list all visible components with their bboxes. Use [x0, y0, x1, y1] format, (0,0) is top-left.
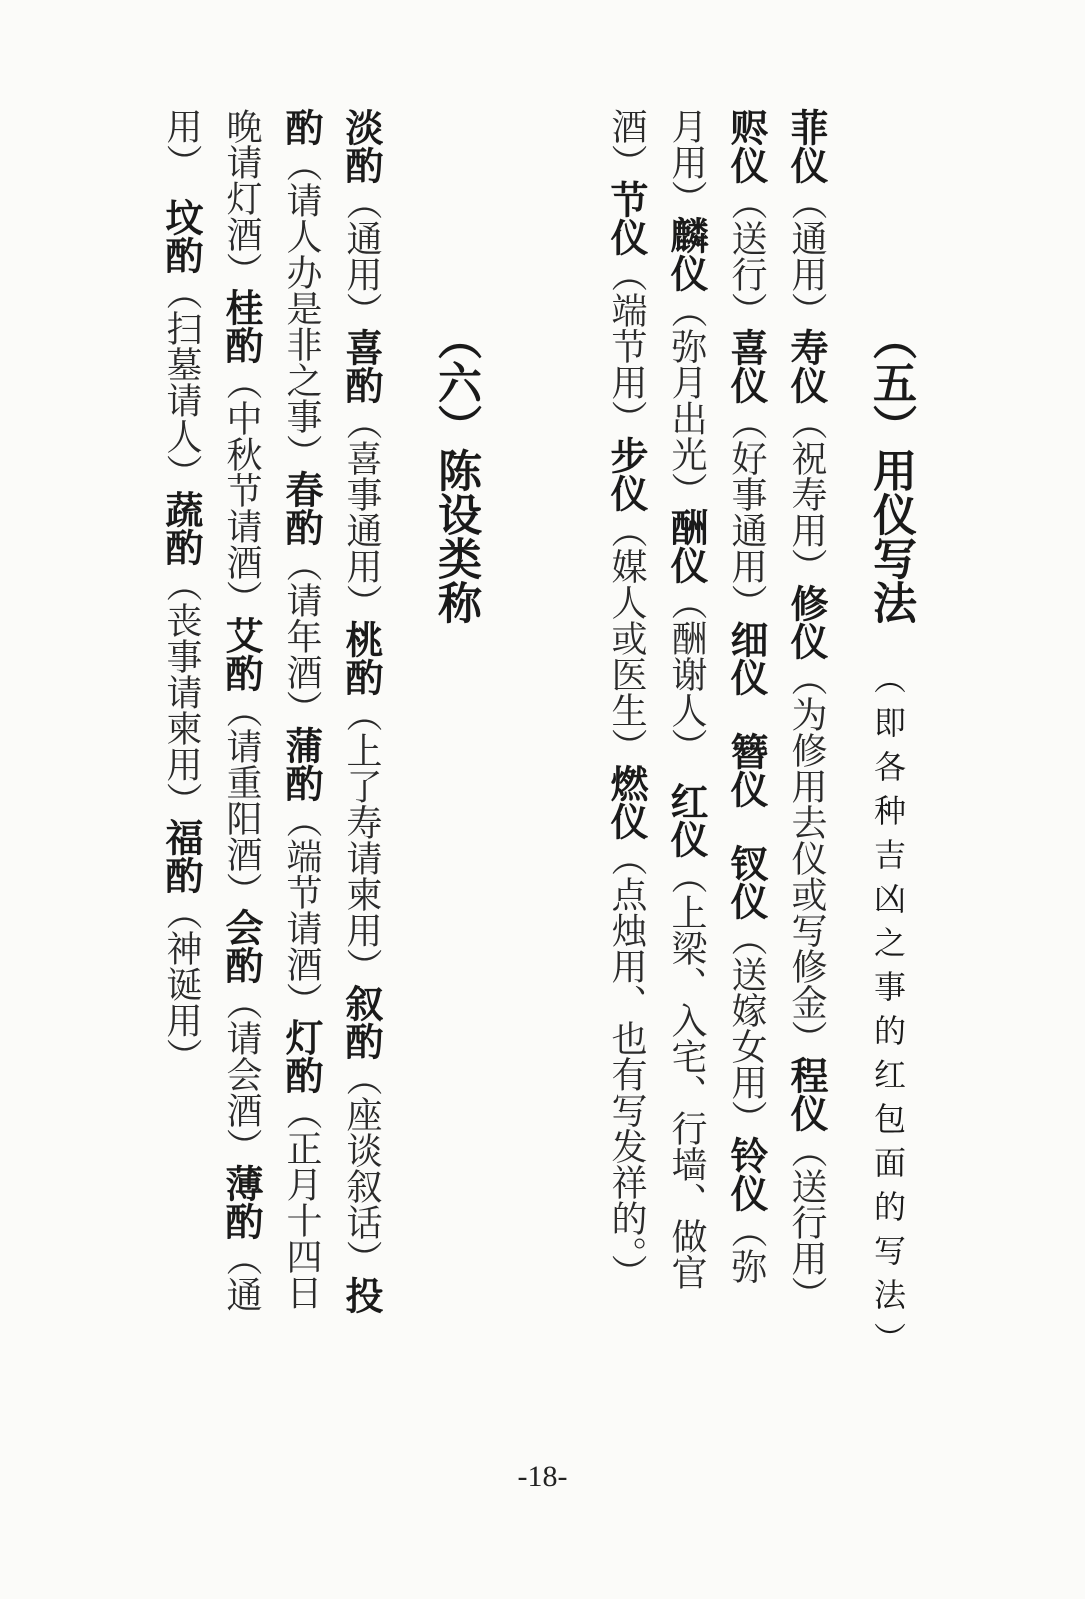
term-note: （座谈叙话）: [341, 1060, 382, 1276]
term: 春酌: [279, 470, 323, 546]
term: 淡酌: [339, 108, 383, 184]
term-note: （送嫁女用）: [726, 920, 767, 1136]
term-note: （送行）: [726, 184, 767, 328]
section-6-line-3: [213, 108, 269, 1468]
term: 寿仪: [784, 328, 828, 404]
term: 红仪: [664, 782, 708, 858]
section-6-line-2: [273, 108, 329, 1468]
term: 会酌: [219, 908, 263, 984]
term: 桂酌: [219, 288, 263, 364]
term: 福酌: [159, 818, 203, 894]
term: 酌: [279, 108, 323, 146]
term-note: （酬谢人）: [666, 584, 707, 746]
section-6-line-4: [153, 108, 209, 1468]
term: 步仪: [604, 436, 648, 512]
term-note: [666, 746, 707, 782]
term: 酬仪: [664, 508, 708, 584]
term-note: （请会酒）: [221, 984, 262, 1164]
section-5-line-3: [658, 108, 714, 1468]
term-note: （请人办是非之事）: [281, 146, 322, 470]
term-note: （祝寿用）: [786, 404, 827, 584]
term-note: （通用）: [341, 184, 382, 328]
term-note: 酒）: [606, 108, 647, 180]
term: 艾酌: [219, 616, 263, 692]
term-note: （为修用去仪或写修金）: [786, 660, 827, 1056]
term-note: 晚请灯酒）: [221, 108, 262, 288]
term-note: （媒人或医生）: [606, 512, 647, 764]
term-note: [726, 808, 767, 844]
term-note: （中秋节请酒）: [221, 364, 262, 616]
term: 喜仪: [724, 328, 768, 404]
term: 燃仪: [604, 764, 648, 840]
term: 蒲酌: [279, 726, 323, 802]
term: 薄酌: [219, 1164, 263, 1240]
term: 程仪: [784, 1056, 828, 1132]
term: 坟酌: [159, 198, 203, 274]
term-note: （请年酒）: [281, 546, 322, 726]
term-note: （喜事通用）: [341, 404, 382, 620]
term-note: 用）: [161, 108, 202, 162]
section-5-heading: （五）用仪写法: [865, 316, 916, 624]
term-note: （送行用）: [786, 1132, 827, 1312]
term-note: （点烛用、也有写发祥的。）: [606, 840, 647, 1290]
term: 投: [339, 1276, 383, 1314]
term: 麟仪: [664, 216, 708, 292]
term-note: （上了寿请柬用）: [341, 696, 382, 984]
section-5-line-2: [718, 108, 774, 1468]
term: 蔬酌: [159, 490, 203, 566]
page-number: -18-: [517, 1460, 568, 1493]
section-5-line-4: [598, 108, 654, 1468]
section-5-line-1: [778, 108, 834, 1468]
term-note: [161, 162, 202, 198]
term-note: （扫墓请人）: [161, 274, 202, 490]
term: 灯酌: [279, 1018, 323, 1094]
term-note: （神诞用）: [161, 894, 202, 1074]
section-6-heading: （六）陈设类称: [430, 316, 481, 624]
term: 喜酌: [339, 328, 383, 404]
term: 叙酌: [339, 984, 383, 1060]
term-note: （好事通用）: [726, 404, 767, 620]
term-note: （弥月出光）: [666, 292, 707, 508]
term-note: （通: [221, 1240, 262, 1312]
term: 菲仪: [784, 108, 828, 184]
term-note: （上梁、入宅、行墙、做官: [666, 858, 707, 1290]
term-note: 月用）: [666, 108, 707, 216]
term-note: [726, 696, 767, 732]
term: 桃酌: [339, 620, 383, 696]
term-note: （正月十四日: [281, 1094, 322, 1310]
term: 节仪: [604, 180, 648, 256]
term-note: （丧事请柬用）: [161, 566, 202, 818]
section-6-line-1: [333, 108, 389, 1468]
term-note: （端节用）: [606, 256, 647, 436]
term: 簪仪: [724, 732, 768, 808]
term-note: （请重阳酒）: [221, 692, 262, 908]
term: 细仪: [724, 620, 768, 696]
term-note: （通用）: [786, 184, 827, 328]
term: 铃仪: [724, 1136, 768, 1212]
term: 赆仪: [724, 108, 768, 184]
term: 修仪: [784, 584, 828, 660]
term-note: （端节请酒）: [281, 802, 322, 1018]
section-5-note: （即各种吉凶之事的红包面的写法）: [869, 662, 907, 1366]
term-note: （弥: [726, 1212, 767, 1284]
term: 钗仪: [724, 844, 768, 920]
